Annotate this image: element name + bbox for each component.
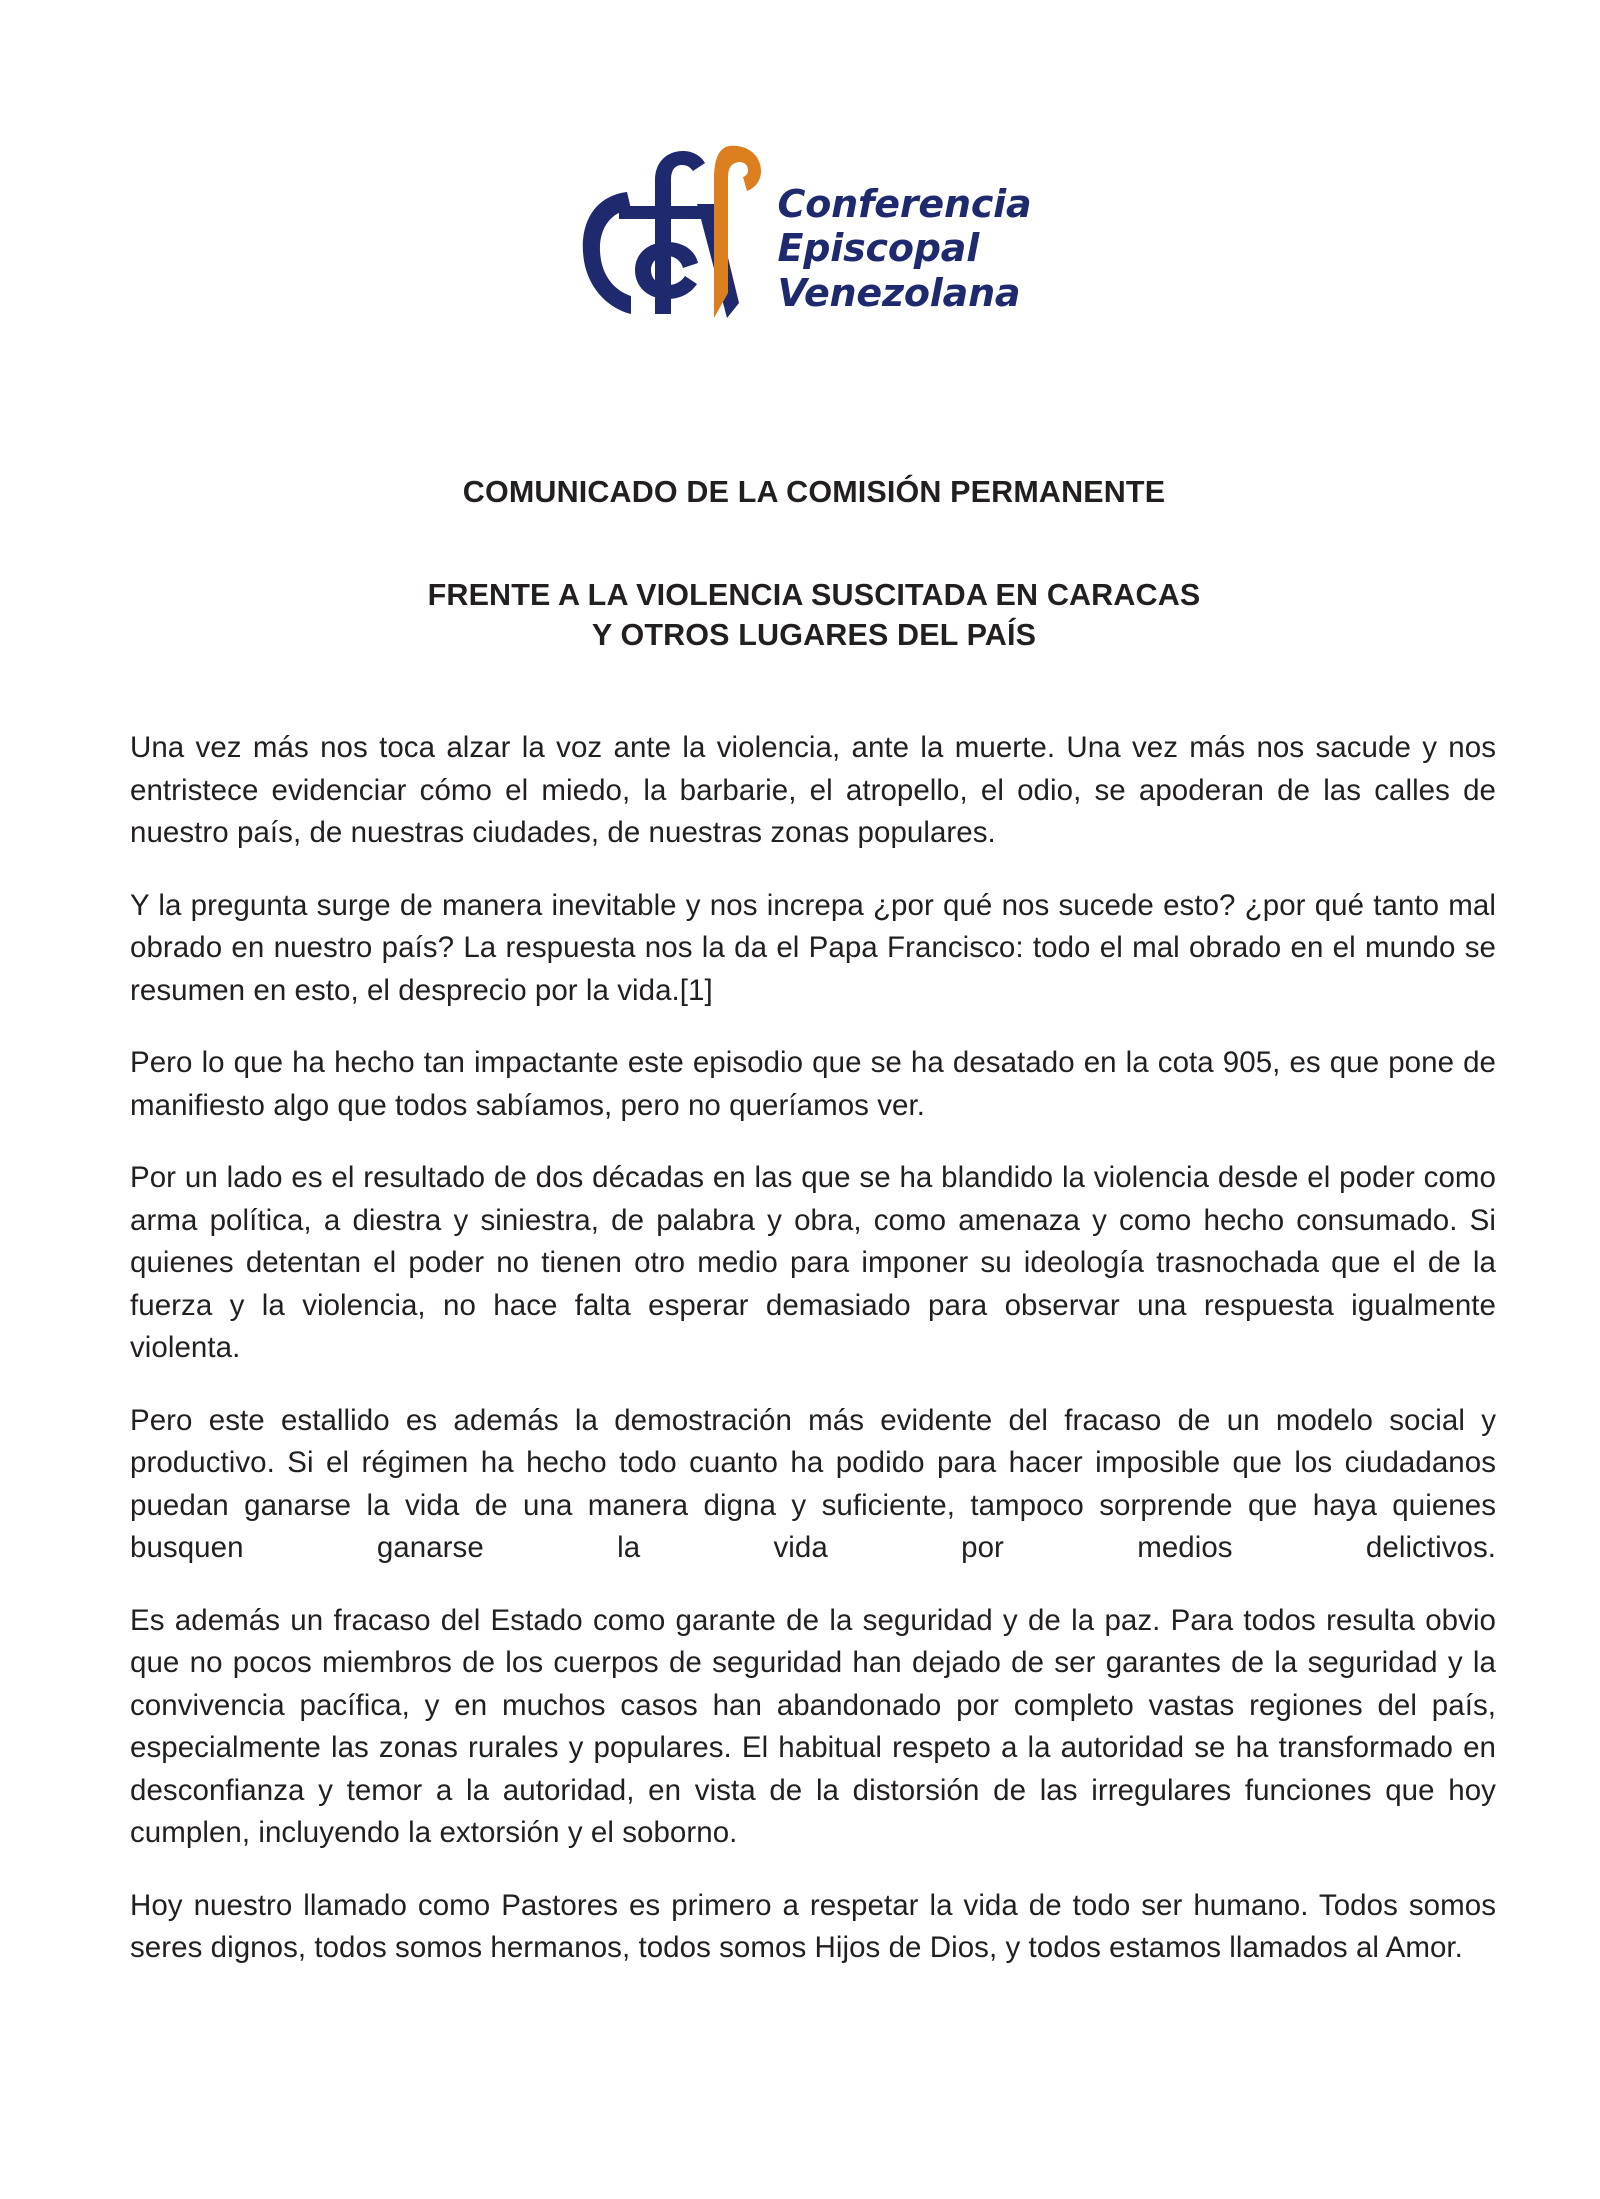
wordmark-line-2: Episcopal — [777, 226, 980, 271]
page-subtitle-line-1: FRENTE A LA VIOLENCIA SUSCITADA EN CARACAS — [427, 577, 1201, 612]
document-headings — [130, 473, 1498, 655]
page-subtitle — [130, 575, 1498, 656]
document-body — [130, 727, 1496, 1970]
body-paragraph: Por un lado es el resultado de dos décadas en las que se ha blandido la violencia desde el poder como arma política, a diestra y siniestra, de palabra y obra, como amenaza y como hecho consumado. Si quienes detentan el poder no tienen otro medio para imponer su ideología trasnochada que el de la fuerza y la violencia, no hace falta esperar demasiado para observar una respuesta igualmente violenta. — [130, 1161, 1496, 1364]
body-paragraph: Una vez más nos toca alzar la voz ante la violencia, ante la muerte. Una vez más nos sacude y nos entristece evidenciar cómo el miedo, la barbarie, el atropello, el odio, se apoderan de las calles de nuestro país, de nuestras ciudades, de nuestras zonas populares. — [130, 731, 1496, 849]
cev-wordmark — [778, 136, 1032, 314]
wordmark-line-3: Venezolana — [777, 270, 1021, 315]
cev-logo — [569, 118, 1032, 333]
cev-monogram-crozier-logo — [569, 118, 784, 333]
page-subtitle-line-2: Y OTROS LUGARES DEL PAÍS — [591, 617, 1037, 652]
body-paragraph: Y la pregunta surge de manera inevitable y nos increpa ¿por qué nos sucede esto? ¿por qué tanto mal obrado en nuestro país? La respuesta nos la da el Papa Francisco: todo el mal obrado en el mundo se resumen en esto, el desprecio por la vida.[1] — [130, 888, 1496, 1007]
body-paragraph: Hoy nuestro llamado como Pastores es primero a respetar la vida de todo ser humano. Todos somos seres dignos, todos somos hermanos, todos somos Hijos de Dios, y todos estamos llamados al Amor. — [130, 1888, 1496, 1964]
letterhead — [0, 118, 1600, 333]
body-paragraph: Es además un fracaso del Estado como garante de la seguridad y de la paz. Para todos resulta obvio que no pocos miembros de los cuerpos de seguridad han dejado de ser garantes de la seguridad y la convivencia pacífica, y en muchos casos han abandonado por completo vastas regiones del país, especialmente las zonas rurales y populares. El habitual respeto a la autoridad se ha transformado en desconfianza y temor a la autoridad, en vista de la distorsión de las irregulares funciones que hoy cumplen, incluyendo la extorsión y el soborno. — [130, 1603, 1496, 1849]
body-paragraph: Pero este estallido es además la demostración más evidente del fracaso de un modelo social y productivo. Si el régimen ha hecho todo cuanto ha podido para hacer imposible que los ciudadanos puedan ganarse la vida de una manera digna y suficiente, tampoco sorprende que haya quienes busquen ganarse la vida por medios delictivos. — [130, 1403, 1496, 1564]
wordmark-line-1: Conferencia — [777, 182, 1032, 227]
body-paragraph: Pero lo que ha hecho tan impactante este episodio que se ha desatado en la cota 905, es que pone de manifiesto algo que todos sabíamos, pero no queríamos ver. — [130, 1046, 1496, 1122]
page-title: COMUNICADO DE LA COMISIÓN PERMANENTE — [462, 475, 1166, 509]
